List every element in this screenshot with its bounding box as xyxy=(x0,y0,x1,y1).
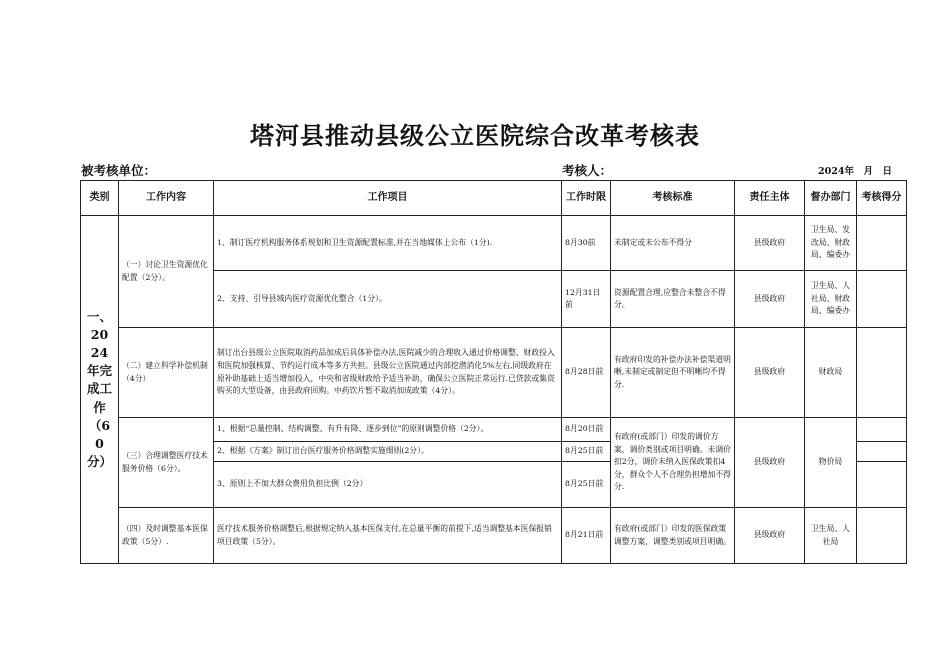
supervisor-cell: 物价局 xyxy=(805,418,857,508)
owner-cell: 县级政府 xyxy=(735,508,805,564)
score-cell[interactable] xyxy=(857,271,907,328)
deadline-cell: 8月28日前 xyxy=(562,328,611,418)
content-cell: （三）合理调整医疗技术服务价格（6分）。 xyxy=(119,418,214,508)
standard-cell: 未制定或未公布不得分 xyxy=(611,216,735,271)
table-row xyxy=(81,508,907,564)
page-title: 塔河县推动县级公立医院综合改革考核表 xyxy=(250,121,700,150)
deadline-cell: 8月21日前 xyxy=(562,508,611,564)
content-cell: （二）建立科学补偿机制（4分） xyxy=(119,328,214,418)
score-cell[interactable] xyxy=(857,508,907,564)
owner-cell: 县级政府 xyxy=(735,328,805,418)
deadline-cell: 8月30前 xyxy=(562,216,611,271)
col-header: 工作时限 xyxy=(562,181,611,216)
item-cell: 2、支持、引导县域内医疗资源优化整合（1分）。 xyxy=(214,271,562,328)
score-cell[interactable] xyxy=(857,216,907,271)
item-cell: 医疗技术服务价格调整后,根据规定纳入基本医保支付,在总量平衡的前提下,适当调整基本医保报销项目政策（5分）。 xyxy=(214,508,562,564)
assessor-label: 考核人： xyxy=(562,163,613,178)
score-cell[interactable] xyxy=(857,328,907,418)
supervisor-cell: 卫生局、人社局、财政局、编委办 xyxy=(805,271,857,328)
score-cell[interactable] xyxy=(857,442,907,462)
deadline-cell: 8月20日前 xyxy=(562,418,611,442)
item-cell: 1、制订医疗机构服务体系规划和卫生资源配置标准,并在当地媒体上公布（1分). xyxy=(214,216,562,271)
item-cell: 1、根据“总量控制、结构调整、有升有降、逐步到位”的原则调整价格（2分）。 xyxy=(214,418,562,442)
col-header: 工作内容 xyxy=(119,181,214,216)
supervisor-cell: 卫生局、发改局、财政局、编委办 xyxy=(805,216,857,271)
col-header: 考核标准 xyxy=(611,181,735,216)
deadline-cell: 8月25日前 xyxy=(562,462,611,508)
col-header: 督办部门 xyxy=(805,181,857,216)
standard-cell: 有政府(或部门）印发的调价方案，调价类别或项目明确。未调价扣2分，调价未纳入医保政策扣4分，群众个人不合理负担增加不得分. xyxy=(611,418,735,508)
score-cell[interactable] xyxy=(857,418,907,442)
item-cell: 2、根据《方案》制订出台医疗服务价格调整实施细则(2分）。 xyxy=(214,442,562,462)
standard-cell: 有政府印发的补偿办法补偿渠道明晰,未制定或制定但不明晰均不得分. xyxy=(611,328,735,418)
date-text: 2024年 月 日 xyxy=(818,166,892,177)
deadline-cell: 12月31日前 xyxy=(562,271,611,328)
col-header: 类别 xyxy=(81,181,119,216)
standard-cell: 有政府(或部门）印发的医保政策调整方案，调整类别或项目明确。 xyxy=(611,508,735,564)
owner-cell: 县级政府 xyxy=(735,418,805,508)
header-row xyxy=(81,181,907,216)
assessed-unit-label: 被考核单位： xyxy=(81,163,157,178)
col-header: 考核得分 xyxy=(857,181,907,216)
content-cell: （四）及时调整基本医保政策（5分）. xyxy=(119,508,214,564)
table-row xyxy=(81,418,907,442)
table-row xyxy=(81,328,907,418)
item-cell: 3、原则上不加大群众费用负担比例（2分） xyxy=(214,462,562,508)
supervisor-cell: 财政局 xyxy=(805,328,857,418)
supervisor-cell: 卫生局、人社局 xyxy=(805,508,857,564)
deadline-cell: 8月25日前 xyxy=(562,442,611,462)
content-cell: （一）讨论卫生资源优化配置（2分）。 xyxy=(119,216,214,328)
assessment-table xyxy=(80,180,907,564)
owner-cell: 县级政府 xyxy=(735,216,805,271)
score-cell[interactable] xyxy=(857,462,907,508)
table-row xyxy=(81,216,907,271)
category-cell: 一、2024年完成工作（60分） xyxy=(81,216,119,564)
standard-cell: 资源配置合理,应整合未整合不得分。 xyxy=(611,271,735,328)
owner-cell: 县级政府 xyxy=(735,271,805,328)
col-header: 工作项目 xyxy=(214,181,562,216)
item-cell: 制订出台县级公立医院取消药品加成后具体补偿办法,医院减少的合理收入通过价格调整、财政投入和医院加强核算、节约运行成本等多方共担。县级公立医院通过内部挖潜消化5%左右,同级政府在原补助基础上适当增加投入，中央和省级财政给予适当补助，确保公立医院正常运行.已贷款或集资购买的大型设备，由县政府回购。中药饮片暂不取消加成政策（4分）。 xyxy=(214,328,562,418)
col-header: 责任主体 xyxy=(735,181,805,216)
